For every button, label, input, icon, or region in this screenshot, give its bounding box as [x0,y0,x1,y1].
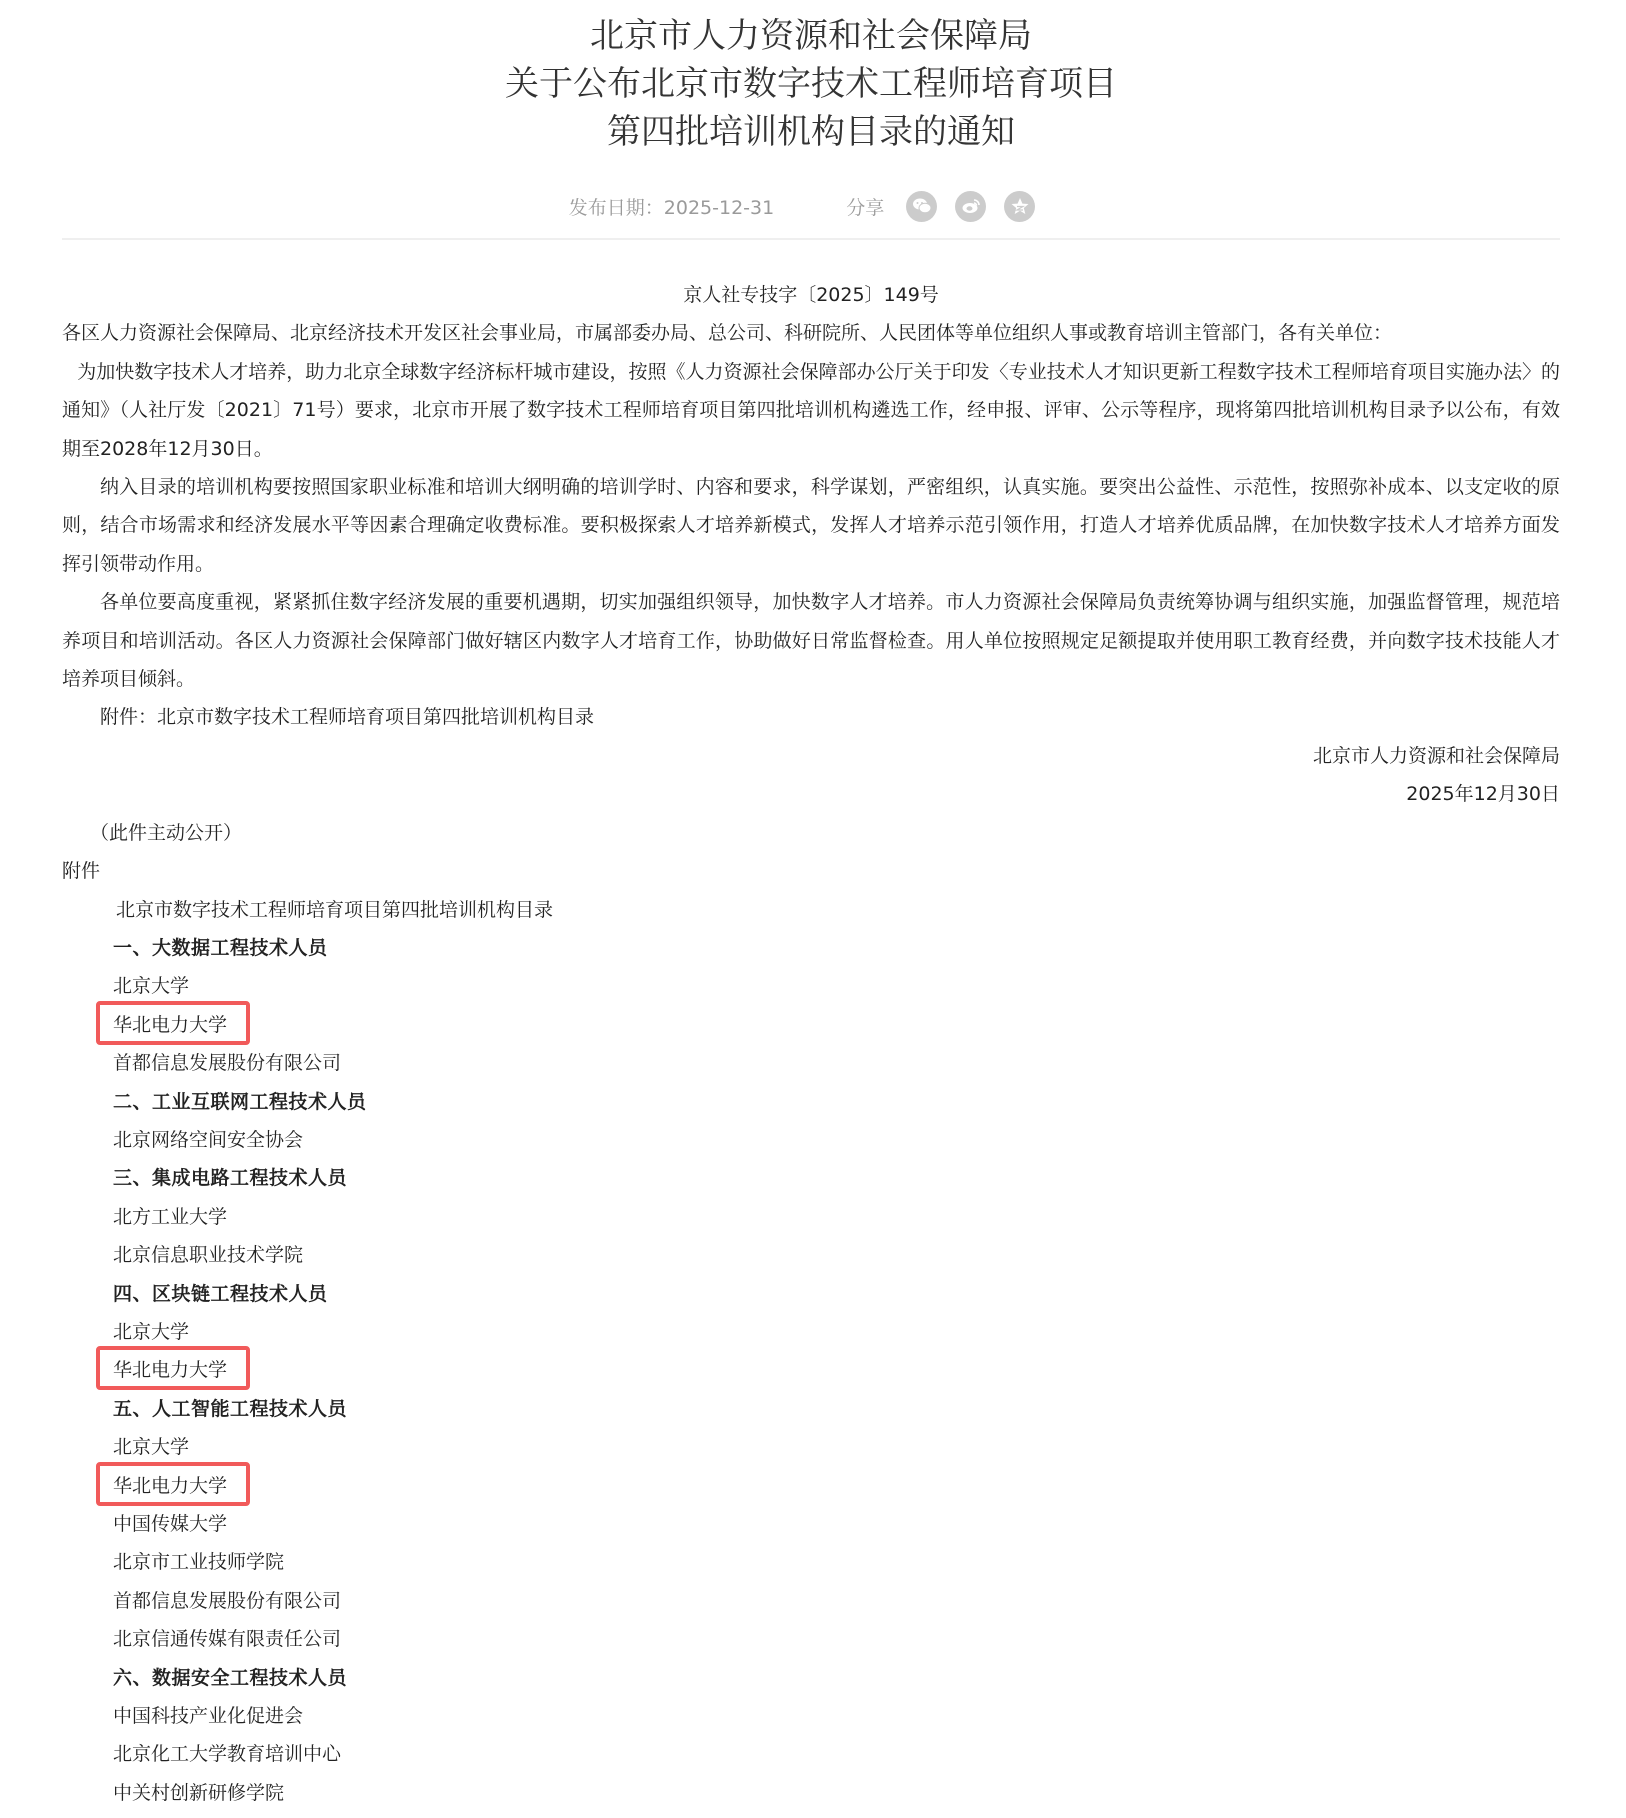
catalog-item-highlighted [113,1351,1560,1389]
wechat-icon[interactable] [906,191,937,222]
title-line-2: 关于公布北京市数字技术工程师培育项目 [505,64,1117,104]
attachment-line: 附件：北京市数字技术工程师培育项目第四批培训机构目录 [100,706,595,729]
catalog-item: 北京大学 [113,975,190,998]
header-divider [62,238,1560,240]
publish-date: 发布日期：2025-12-31 [568,196,775,219]
attachment-label: 附件 [62,860,101,883]
addressee: 各区人力资源社会保障局、北京经济技术开发区社会事业局，市属部委办局、总公司、科研院所、人民团体等单位组织人事或教育培训主管部门，各有关单位： [62,322,1393,345]
title-line-3: 第四批培训机构目录的通知 [607,112,1015,152]
catalog-item: 首都信息发展股份有限公司 [113,1589,342,1612]
catalog-heading: 五、人工智能工程技术人员 [113,1397,348,1420]
catalog-item: 中国传媒大学 [113,1513,228,1535]
catalog-item-label: 华北电力大学 [113,1013,228,1036]
catalog-item: 北京大学 [113,1320,190,1343]
disclosure-note: （此件主动公开） [90,821,243,844]
catalog-item: 中关村创新研修学院 [113,1781,285,1804]
weibo-icon[interactable] [955,191,986,222]
title-line-1: 北京市人力资源和社会保障局 [590,16,1032,56]
meta-row [62,188,1560,224]
catalog-item: 北京信息职业技术学院 [113,1244,304,1267]
catalog-heading: 四、区块链工程技术人员 [113,1282,328,1305]
document-body [62,276,1560,1812]
catalog-heading: 一、大数据工程技术人员 [113,936,328,959]
paragraph-2: 纳入目录的培训机构要按照国家职业标准和培训大纲明确的培训学时、内容和要求，科学谋划，严密组织，认真实施。要突出公益性、示范性，按照弥补成本、以支定收的原则，结合市场需求和经济发展水平等因素合理确定收费标准。要积极探索人才培养新模式，发挥人才培养示范引领作用，打造人才培养优质品牌，在加快数字技术人才培养方面发挥引领带动作用。 [62,476,1560,575]
doc-number: 京人社专技字〔2025〕149号 [683,284,939,306]
catalog-item: 首都信息发展股份有限公司 [113,1052,342,1075]
catalog-item-highlighted [113,1467,1560,1505]
catalog-item: 北京大学 [113,1436,190,1459]
catalog-item: 北京网络空间安全协会 [113,1128,304,1151]
catalog-heading: 六、数据安全工程技术人员 [113,1666,348,1689]
signature-date: 2025年12月30日 [1406,783,1560,806]
catalog-heading: 三、集成电路工程技术人员 [113,1167,348,1190]
paragraph-1: 为加快数字技术人才培养，助力北京全球数字经济标杆城市建设，按照《人力资源社会保障部办公厅关于印发〈专业技术人才知识更新工程数字技术工程师培育项目实施办法〉的通知》（人社厅发〔2021〕71号）要求，北京市开展了数字技术工程师培育项目第四批培训机构遴选工作，经申报、评审、公示等程序，现将第四批培训机构目录予以公布，有效期至2028年12月30日。 [62,360,1560,460]
signature-org: 北京市人力资源和社会保障局 [1312,744,1560,767]
catalog-item: 中国科技产业化促进会 [113,1705,304,1728]
catalog-list [62,929,1560,1812]
paragraph-3: 各单位要高度重视，紧紧抓住数字经济发展的重要机遇期，切实加强组织领导，加快数字人才培养。市人力资源社会保障局负责统筹协调与组织实施，加强监督管理，规范培养项目和培训活动。各区人力资源社会保障部门做好辖区内数字人才培育工作，协助做好日常监督检查。用人单位按照规定足额提取并使用职工教育经费，并向数字技术技能人才培养项目倾斜。 [62,591,1560,691]
catalog-item: 北方工业大学 [113,1205,228,1228]
catalog-item: 北京市工业技师学院 [113,1551,285,1574]
catalog-item: 北京化工大学教育培训中心 [113,1743,342,1766]
qzone-icon[interactable] [1004,191,1035,222]
share-label: 分享 [846,196,885,219]
catalog-item: 北京信通传媒有限责任公司 [113,1628,342,1651]
catalog-title: 北京市数字技术工程师培育项目第四批培训机构目录 [116,898,554,921]
catalog-item-highlighted [113,1006,1560,1044]
catalog-item-label: 华北电力大学 [113,1359,228,1382]
catalog-item-label: 华北电力大学 [113,1474,228,1497]
page-title [62,12,1560,156]
catalog-heading: 二、工业互联网工程技术人员 [113,1090,367,1113]
